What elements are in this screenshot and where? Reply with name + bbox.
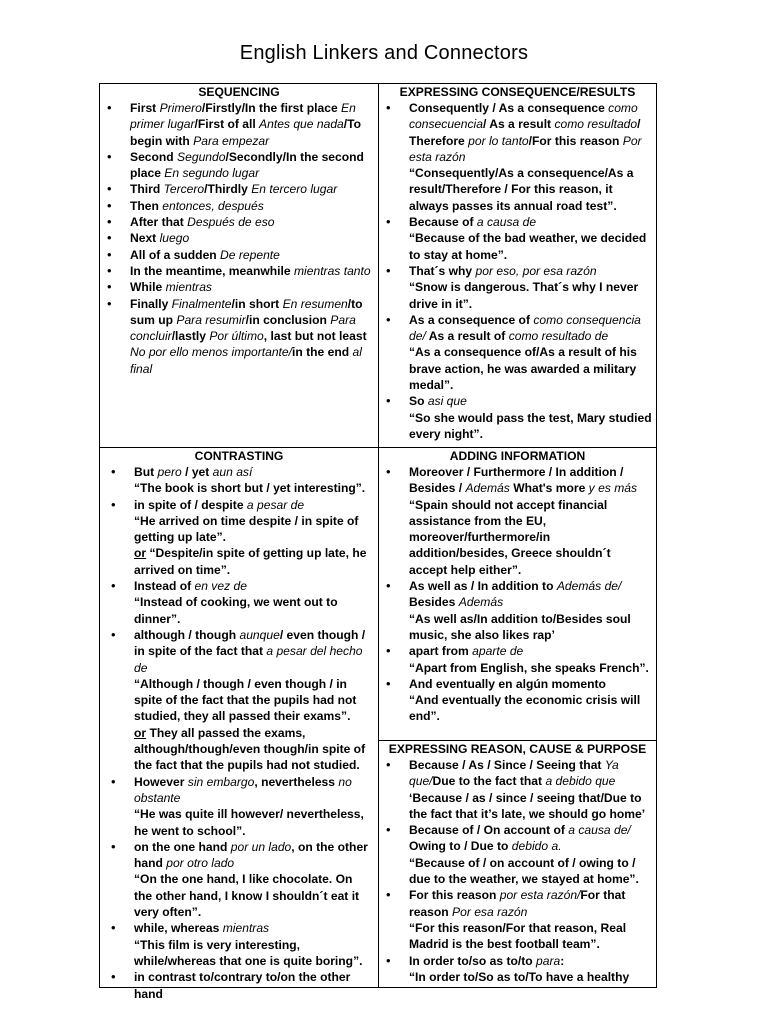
list-item (383, 393, 652, 442)
section-heading: ADDING INFORMATION (449, 449, 586, 463)
translation-text: por esta razón/ (499, 888, 581, 903)
translation-text: mientras tanto (293, 263, 371, 278)
example-sentence: “On the one hand, I like chocolate. On the other hand, I know I shouldn´t eat it very often”. (134, 872, 360, 920)
list-item (108, 969, 370, 1002)
translation-text: a causa de (476, 215, 537, 230)
connector-text: apart from (409, 644, 473, 659)
list-item (383, 312, 652, 393)
reason-list (383, 757, 652, 985)
connector-text: /in short (231, 296, 283, 311)
linkers-table (99, 83, 657, 1001)
connector-text: / Therefore (409, 117, 641, 148)
connector-text: /For this reason (528, 133, 623, 148)
list-item (108, 839, 370, 920)
translation-text: como resultado (554, 117, 638, 132)
translation-text: Finalmente (171, 296, 232, 311)
page-title: English Linkers and Connectors (239, 42, 529, 64)
example-sentence: ‘Because / as / since / seeing that/Due to the fact that it’s late, we should go home’ (409, 790, 646, 821)
list-item (383, 578, 652, 643)
example-sentence: “So she would pass the test, Mary studied every night”. (409, 410, 652, 441)
connector-text: in the end (292, 345, 353, 360)
translation-text: a pesar del hecho de (134, 644, 363, 675)
list-item (104, 296, 374, 377)
connector-text: Besides (409, 595, 459, 610)
list-item (383, 643, 652, 676)
example-sentence: “He arrived on time despite / in spite of getting up late”. (134, 513, 359, 545)
connector-text: Next (130, 231, 160, 246)
consequence-cell (379, 84, 657, 448)
connector-text: Because of (409, 215, 477, 230)
connector-text: despite (201, 497, 247, 512)
connector-text: Third (130, 182, 164, 197)
translation-text: pero (157, 465, 182, 479)
connector-text: After that (130, 215, 188, 230)
connector-text: Finally (130, 296, 172, 311)
translation-text: a pesar de (246, 497, 305, 512)
connector-text: What's more (509, 481, 589, 496)
connector-text: Then (130, 198, 163, 213)
list-item (104, 247, 374, 263)
example-sentence: “In order to/So as to/To have a healthy (409, 969, 630, 984)
list-item (108, 920, 370, 969)
list-item (104, 279, 374, 295)
translation-text: En resumen (282, 296, 348, 311)
translation-text: sin embargo (187, 774, 255, 789)
example-sentence: “Apart from English, she speaks French”. (409, 660, 649, 675)
example-sentence: “Instead of cooking, we went out to dinner”. (134, 595, 338, 626)
translation-text: por lo tanto (468, 133, 529, 148)
connector-text: in spite of / (134, 497, 202, 512)
connector-text: For that reason (409, 888, 626, 919)
connector-text: /Firstly/In the first place (201, 101, 342, 115)
example-sentence: “Snow is dangerous. That´s why I never drive in it”. (409, 280, 639, 311)
connector-text: / yet (181, 465, 213, 479)
list-item (104, 263, 374, 279)
translation-text: Por esta razón (409, 133, 642, 164)
list-item (383, 214, 652, 263)
example-sentence: “The book is short but / yet interesting”. (134, 481, 366, 496)
translation-text: Después de eso (187, 215, 275, 230)
translation-text: De repente (220, 247, 280, 262)
translation-text: como resultado de (508, 329, 609, 344)
translation-text: en vez de (194, 579, 247, 594)
connector-text: And eventually en algún momento (409, 676, 606, 691)
connector-text: That´s why (409, 263, 476, 278)
section-heading: EXPRESSING REASON, CAUSE & PURPOSE (388, 742, 647, 756)
translation-text: Antes que nada (259, 117, 344, 132)
connector-text: “Despite/in spite of getting up late, he arrived on time”. (134, 546, 367, 577)
example-sentence: “As well as/In addition to/Besides soul music, she also likes rap’ (409, 611, 631, 642)
connector-text: All of a sudden (130, 247, 221, 262)
section-heading: CONTRASTING (194, 449, 284, 463)
translation-text: luego (159, 231, 190, 246)
translation-text: Además de/ (556, 579, 622, 594)
list-item (108, 578, 370, 627)
connector-text: / As a result (482, 117, 555, 132)
translation-text: Tercero (163, 182, 205, 197)
connector-text: /Thirdly (204, 182, 252, 197)
translation-text: Ya que/ (409, 758, 619, 789)
connector-text: /To begin with (130, 117, 362, 148)
adding-list (383, 464, 652, 725)
list-item (108, 774, 370, 839)
list-item (108, 464, 370, 497)
connector-text: /to sum up (130, 296, 363, 327)
translation-text: por un lado (230, 839, 292, 854)
list-item (383, 887, 652, 952)
contrasting-list (108, 464, 370, 1002)
connector-text: Owing to / Due to (409, 839, 512, 854)
connector-text: /in conclusion (245, 312, 331, 327)
translation-text: Primero (159, 101, 202, 115)
connector-or: or (134, 725, 147, 740)
connector-or: or (134, 546, 147, 561)
translation-text: entonces, después (162, 198, 264, 213)
example-sentence: “For this reason/For that reason, Real Madrid is the best football team”. (409, 920, 627, 952)
connector-text: However (134, 774, 188, 789)
translation-text: asi que (427, 394, 467, 409)
list-item (383, 676, 652, 725)
translation-text: aparte de (472, 644, 524, 659)
contrasting-cell (100, 448, 379, 1001)
list-item (104, 181, 374, 197)
translation-text: como consecuencia (409, 101, 638, 132)
sequencing-list (104, 100, 374, 377)
connector-text: while, whereas (134, 921, 223, 936)
list-item (383, 953, 652, 986)
list-item (108, 627, 370, 774)
connector-text: in contrast to/contrary to/on the other hand (134, 970, 351, 1001)
translation-text: aunque (239, 627, 280, 642)
translation-text: debido a. (511, 839, 562, 854)
connector-text: , on the other hand (134, 839, 368, 871)
connector-text: First (130, 101, 160, 115)
connector-text: As a result of (425, 329, 509, 344)
translation-text: No por ello menos importante/ (130, 345, 293, 360)
translation-text: Por esa razón (452, 904, 528, 919)
translation-text: En segundo lugar (164, 166, 260, 181)
connector-text: Instead of (134, 579, 195, 594)
translation-text: por otro lado (166, 856, 235, 871)
connector-text: although / though (134, 627, 240, 642)
connector-text: Due to the fact that (432, 774, 546, 789)
list-item (383, 464, 652, 578)
connector-text: In the meantime, meanwhile (130, 263, 294, 278)
list-item (104, 198, 374, 214)
example-sentence: “Spain should not accept financial assistance from the EU, moreover/furthermore/in addition/besides, Greece shouldn´t accept help either”. (409, 497, 611, 577)
example-sentence: “Because of / on account of / owing to / due to the weather, we stayed at home”. (409, 855, 639, 887)
translation-text: En tercero lugar (251, 182, 338, 197)
connector-text: As a consequence of (409, 312, 534, 327)
connector-text: They all passed the exams, although/though/even though/in spite of the fact that the pupils had not studied. (134, 725, 366, 773)
connector-text: Because of / On account of (409, 823, 569, 838)
list-item (383, 822, 652, 887)
connector-text: In order to/so as to/to (409, 953, 536, 968)
translation-text: mientras (222, 921, 270, 936)
connector-text: So (409, 394, 428, 409)
connector-text: Consequently / As a consequence (409, 101, 609, 115)
translation-text: por eso, por esa razón (475, 263, 597, 278)
example-sentence: “Consequently/As a consequence/As a result/Therefore / For this reason, it always passes its annual road test”. (409, 166, 634, 213)
list-item (108, 497, 370, 578)
list-item (104, 214, 374, 230)
example-sentence: “And eventually the economic crisis will end”. (409, 693, 641, 724)
translation-text: Para empezar (193, 133, 270, 148)
connector-text: /lastly (171, 329, 210, 344)
translation-text: Para concluir (130, 312, 356, 344)
reason-cell (379, 741, 657, 988)
connector-text: But (134, 465, 158, 479)
connector-text: Moreover / Furthermore / In addition / Besides / (409, 465, 624, 496)
connector-text: , last but not least (263, 329, 367, 344)
translation-text: mientras (165, 280, 212, 295)
connector-text: For this reason (409, 888, 500, 903)
translation-text: Además (458, 595, 504, 610)
example-sentence: “Because of the bad weather, we decided to stay at home”. (409, 231, 647, 262)
example-sentence: “He was quite ill however/ nevertheless, he went to school”. (134, 807, 364, 838)
translation-text: al final (130, 345, 362, 376)
translation-text: y es más (588, 481, 638, 496)
translation-text: Para resumir (176, 312, 246, 327)
adding-cell (379, 448, 657, 741)
connector-text: While (130, 280, 166, 295)
list-item (104, 100, 374, 149)
example-sentence: “As a consequence of/As a result of his brave action, he was awarded a military medal”. (409, 345, 637, 393)
section-heading: EXPRESSING CONSEQUENCE/RESULTS (399, 85, 636, 99)
example-sentence: “Although / though / even though / in spite of the fact that the pupils had not studied, they all passed their exams”. (134, 676, 357, 724)
connector-text: /First of all (194, 117, 260, 132)
connector-text: : (560, 953, 565, 968)
consequence-list (383, 100, 652, 442)
list-item (104, 149, 374, 182)
list-item (383, 263, 652, 312)
connector-text: /Secondly/In the second place (130, 149, 364, 181)
connector-text: on the one hand (134, 839, 231, 854)
translation-text: para (536, 953, 561, 968)
translation-text: a causa de/ (568, 823, 631, 838)
list-item (104, 230, 374, 246)
translation-text: a debido que (545, 774, 616, 789)
translation-text: Por último (209, 329, 264, 344)
translation-text: Segundo (177, 149, 226, 164)
section-heading: SEQUENCING (198, 85, 280, 99)
connector-text: Because / As / Since / Seeing that (409, 758, 605, 772)
translation-text: como consequencia de/ (409, 312, 641, 344)
list-item (383, 100, 652, 214)
list-item (383, 757, 652, 822)
sequencing-cell (100, 84, 379, 448)
translation-text: aun así (212, 465, 253, 479)
connector-text: / even though / in spite of the fact that (134, 627, 366, 659)
connector-text: Second (130, 149, 178, 164)
connector-text: , nevertheless (254, 774, 339, 789)
connector-text: As well as / In addition to (409, 579, 557, 594)
translation-text: Además (465, 481, 510, 496)
translation-text: no obstante (134, 774, 352, 805)
translation-text: En primer lugar (130, 101, 356, 132)
example-sentence: “This film is very interesting, while/whereas that one is quite boring”. (134, 937, 363, 968)
